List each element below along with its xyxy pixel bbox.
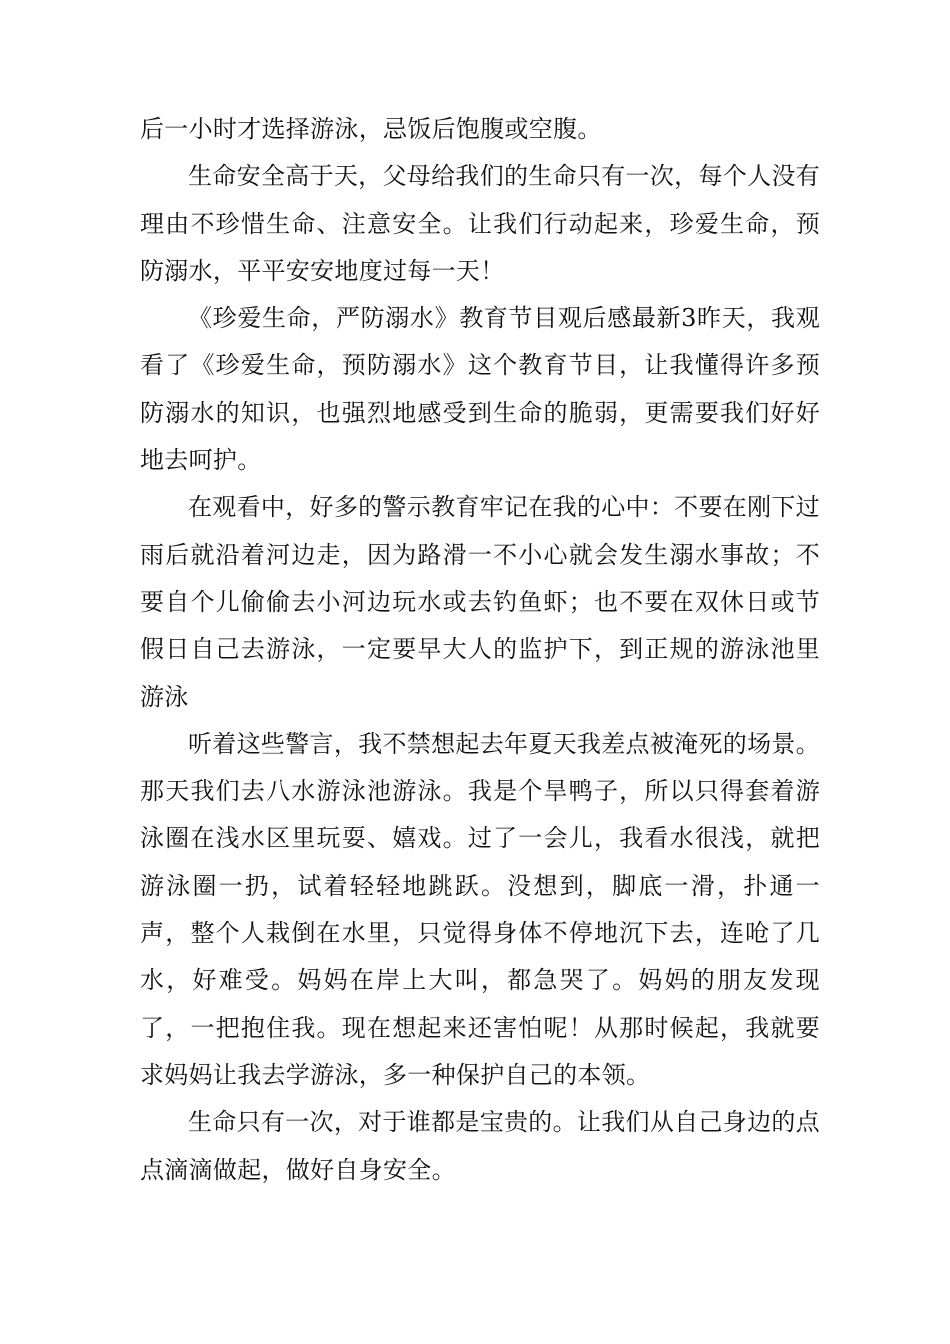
document-body bbox=[140, 106, 820, 1194]
paragraph-life-safety: 生命安全高于天，父母给我们的生命只有一次，每个人没有理由不珍惜生命、注意安全。让我们行动起来，珍爱生命，预防溺水，平平安安地度过每一天！ bbox=[140, 162, 820, 285]
paragraph-conclusion: 生命只有一次，对于谁都是宝贵的。让我们从自己身边的点点滴滴做起，做好自身安全。 bbox=[140, 1108, 820, 1184]
paragraph-warnings: 在观看中，好多的警示教育牢记在我的心中：不要在刚下过雨后就沿着河边走，因为路滑一不小心就会发生溺水事故；不要自个儿偷偷去小河边玩水或去钓鱼虾；也不要在双休日或节假日自己去游泳，一定要早大人的监护下，到正规的游泳池里游泳 bbox=[140, 493, 820, 711]
paragraph-program-review: 《珍爱生命，严防溺水》教育节目观后感最新3昨天，我观看了《珍爱生命，预防溺水》这个教育节目，让我懂得许多预防溺水的知识，也强烈地感受到生命的脆弱，更需要我们好好地去呵护。 bbox=[140, 304, 820, 475]
paragraph-personal-story: 听着这些警言，我不禁想起去年夏天我差点被淹死的场景。那天我们去八水游泳池游泳。我是个旱鸭子，所以只得套着游泳圈在浅水区里玩耍、嬉戏。过了一会儿，我看水很浅，就把游泳圈一扔，试着轻轻地跳跃。没想到，脚底一滑，扑通一声，整个人栽倒在水里，只觉得身体不停地沉下去，连呛了几水，好难受。妈妈在岸上大叫，都急哭了。妈妈的朋友发现了，一把抱住我。现在想起来还害怕呢！从那时候起，我就要求妈妈让我去学游泳，多一种保护自己的本领。 bbox=[140, 729, 820, 1089]
paragraph-continuation: 后一小时才选择游泳，忌饭后饱腹或空腹。 bbox=[140, 115, 602, 143]
